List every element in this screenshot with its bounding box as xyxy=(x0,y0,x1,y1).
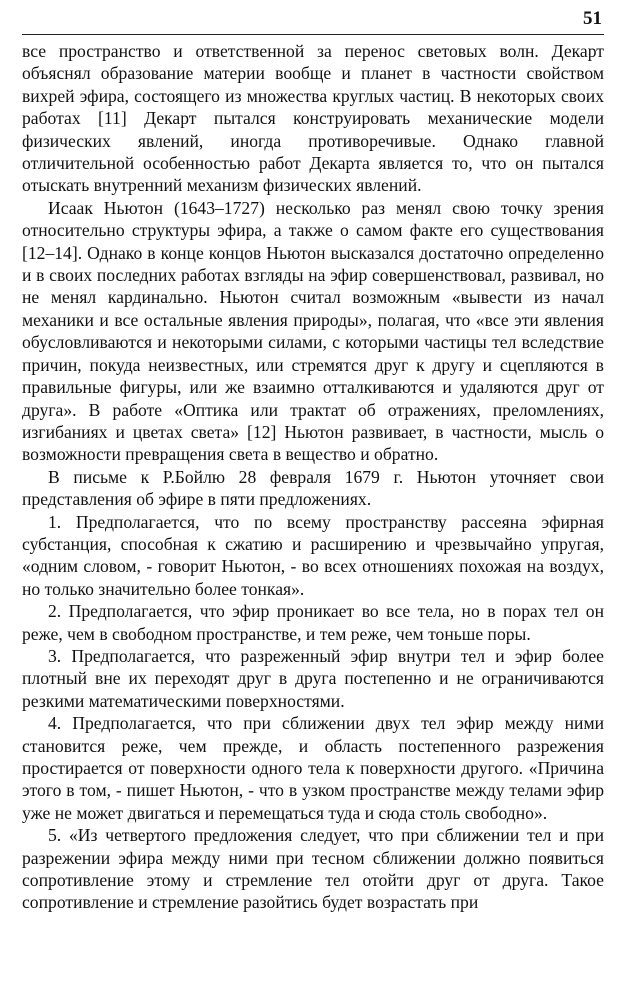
paragraph: 5. «Из четвертого предложения следует, что при сближении тел и при разрежении эфира между ними при тесном сближении должно появиться сопротивление этому и стремление тел отойти друг от друга. Такое сопротивление и стремление разойтись будет возрастать при xyxy=(22,825,604,913)
paragraph: 2. Предполагается, что эфир проникает во все тела, но в порах тел он реже, чем в свободном пространстве, и тем реже, чем тоньше поры. xyxy=(22,601,604,644)
paragraph: Исаак Ньютон (1643–1727) несколько раз менял свою точку зрения относительно структуры эфира, а также о самом факте его существования [12–14]. Однако в конце концов Ньютон высказался достаточно определенно и в своих последних работах взгляды на эфир совершенствовал, развивал, но не менял кардинально. Ньютон считал возможным «вывести из начал механики и все остальные явления природы», полагая, что «все эти явления обусловливаются и некоторыми силами, с которыми частицы тел вследствие причин, покуда неизвестных, или стремятся друг к другу и сцепляются в правильные фигуры, или же взаимно отталкиваются и удаляются друг от друга». В работе «Оптика или трактат об отражениях, преломлениях, изгибаниях и цветах света» [12] Ньютон развивает, в частности, мысль о возможности превращения света в вещество и обратно. xyxy=(22,197,604,465)
paragraph: 1. Предполагается, что по всему пространству рассеяна эфирная субстанция, способная к сжатию и расширению и чрезвычайно упругая, «одним словом, - говорит Ньютон, - во всех отношениях похожая на воздух, но только значительно более тонкая». xyxy=(22,511,604,599)
paragraph: 4. Предполагается, что при сближении двух тел эфир между ними становится реже, чем прежде, и область постепенного разрежения простирается от поверхности одного тела к поверхности другого. «Причина этого в том, - пишет Ньютон, - что в узком пространстве между телами эфир уже не может двигаться и перемещаться туда и сюда столь свободно». xyxy=(22,713,604,823)
page-header xyxy=(22,6,604,35)
paragraph: 3. Предполагается, что разреженный эфир внутри тел и эфир более плотный вне их переходят друг в друга постепенно и не ограничиваются резкими математическими поверхностями. xyxy=(22,645,604,711)
paragraph: В письме к Р.Бойлю 28 февраля 1679 г. Ньютон уточняет свои представления об эфире в пяти предложениях. xyxy=(22,466,604,510)
paragraph: все пространство и ответственной за перенос световых волн. Декарт объяснял образование материи вообще и планет в частности свойством вихрей эфира, состоящего из множества круглых частиц. В некоторых своих работах [11] Декарт пытался конструировать механические модели физических явлений, иногда противоречивые. Однако главной отличительной особенностью работ Декарта является то, что он пытался отыскать внутренний механизм физических явлений. xyxy=(22,41,604,196)
page-number: 51 xyxy=(583,8,602,29)
page-body xyxy=(22,40,604,914)
